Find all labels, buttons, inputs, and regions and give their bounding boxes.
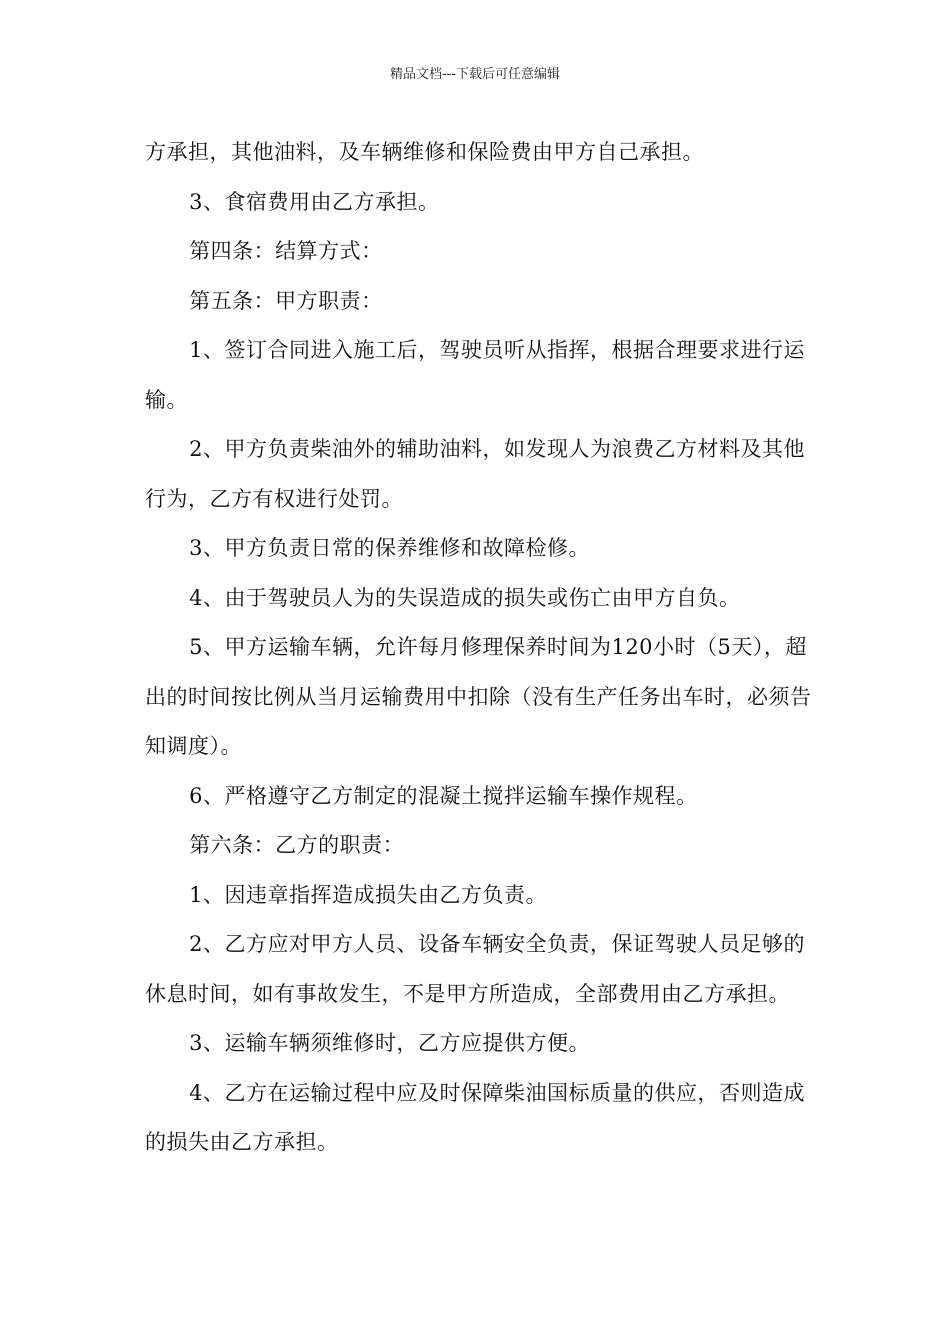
heading-article-6: 第六条：乙方的职责： xyxy=(189,833,405,857)
paragraph-clause-6-2: 2、乙方应对甲方人员、设备车辆安全负责，保证驾驶人员足够的休息时间，如有事故发生，不是甲方所造成，全部费用由乙方承担。 xyxy=(145,932,805,1006)
paragraph-clause-5-2: 2、甲方负责柴油外的辅助油料，如发现人为浪费乙方材料及其他行为，乙方有权进行处罚。 xyxy=(145,437,805,511)
paragraph-continuation: 方承担，其他油料，及车辆维修和保险费由甲方自己承担。 xyxy=(145,140,704,164)
paragraph-clause-5-3: 3、甲方负责日常的保养维修和故障检修。 xyxy=(189,536,590,560)
paragraph-clause-6-1: 1、因违章指挥造成损失由乙方负责。 xyxy=(189,882,547,907)
paragraph-clause-5-1: 1、签订合同进入施工后，驾驶员听从指挥，根据合理要求进行运输。 xyxy=(145,338,805,412)
paragraph-clause-5-5: 5、甲方运输车辆，允许每月修理保养时间为120小时（5天），超出的时间按比例从当月运输费用中扣除（没有生产任务出车时，必须告知调度）。 xyxy=(145,635,812,758)
heading-article-5: 第五条：甲方职责： xyxy=(189,288,383,313)
heading-article-4: 第四条：结算方式： xyxy=(189,239,383,263)
paragraph-clause-5-6: 6、严格遵守乙方制定的混凝土搅拌运输车操作规程。 xyxy=(189,783,698,808)
page-header: 精品文档---下载后可任意编辑 xyxy=(389,67,561,82)
document-body xyxy=(145,128,815,1168)
paragraph-clause-5-4: 4、由于驾驶员人为的失误造成的损失或伤亡由甲方自负。 xyxy=(189,585,741,610)
paragraph-clause-3-3: 3、食宿费用由乙方承担。 xyxy=(189,189,440,214)
paragraph-clause-6-3: 3、运输车辆须维修时，乙方应提供方便。 xyxy=(189,1031,590,1055)
paragraph-clause-6-4: 4、乙方在运输过程中应及时保障柴油国标质量的供应，否则造成的损失由乙方承担。 xyxy=(145,1080,805,1154)
